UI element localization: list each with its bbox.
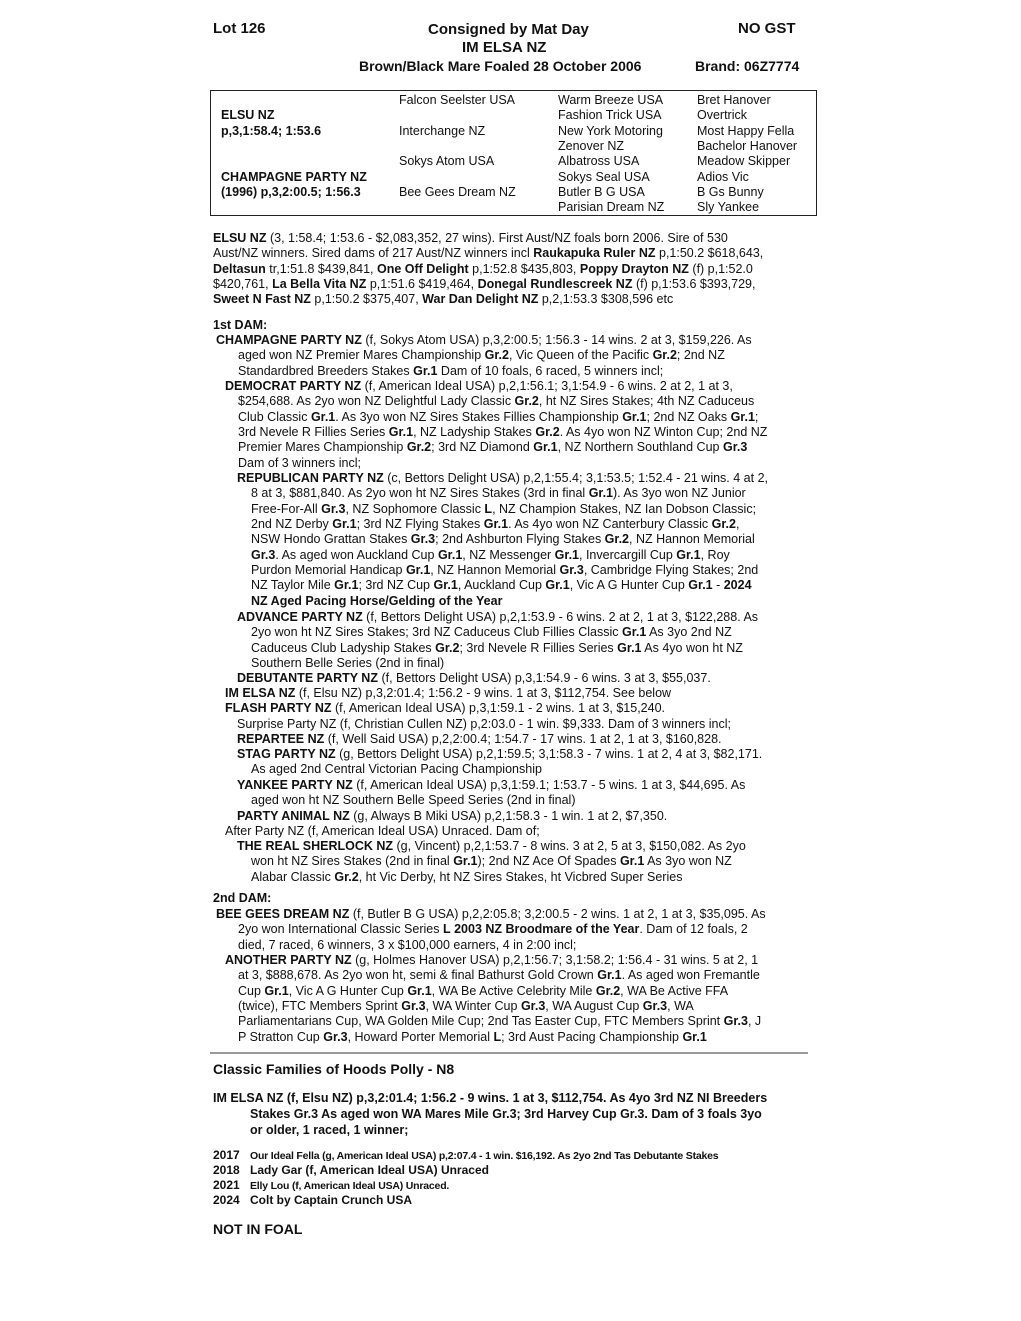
family-entry [237,809,808,824]
family-entry [237,717,808,732]
family-entry [237,732,808,747]
text-line: DEMOCRAT PARTY NZ (f, American Ideal USA) p,2,1:56.1; 3,1:54.9 - 6 wins. 2 at 2, 1 at 3, [225,379,733,393]
pedigree-cell: Most Happy Fella [697,124,795,138]
text-line: 2nd NZ Derby Gr.1; 3rd NZ Flying Stakes Gr.1. As 4yo won NZ Canterbury Classic Gr.2, [251,517,740,532]
text-line: Surprise Party NZ (f, Christian Cullen NZ) p,2:03.0 - 1 win. $9,333. Dam of 3 winners incl; [237,717,731,731]
gst-status: NO GST [738,20,796,37]
pedigree-cell: Sly Yankee [697,200,760,214]
foal-name: Colt by Captain Crunch USA [250,1193,413,1207]
text-line: Stakes Gr.3 As aged won WA Mares Mile Gr.3; 3rd Harvey Cup Gr.3. Dam of 3 foals 3yo [250,1107,762,1121]
text-line: NZ Taylor Mile Gr.1; 3rd NZ Cup Gr.1, Auckland Cup Gr.1, Vic A G Hunter Cup Gr.1 - 2024 [251,578,752,593]
dam-summary [213,1090,808,1138]
text-line: $420,761, La Bella Vita NZ p,1:51.6 $419,464, Donegal Rundlescreek NZ (f) p,1:53.6 $393,729, [213,277,756,292]
text-line: 8 at 3, $881,840. As 2yo won ht NZ Sires Stakes (3rd in final Gr.1). As 3yo won NZ Junior [251,486,746,501]
text-line: aged won ht NZ Southern Belle Speed Series (2nd in final) [251,793,576,808]
text-line: YANKEE PARTY NZ (f, American Ideal USA) p,3,1:59.1; 1:53.7 - 5 wins. 1 at 3, $44,695. As [237,778,746,792]
pedigree-cell: Bee Gees Dream NZ [399,185,516,199]
text-line: ANOTHER PARTY NZ (g, Holmes Hanover USA) p,2,1:56.7; 3,1:58.2; 1:56.4 - 31 wins. 5 at 2, 1 [225,953,759,967]
text-line: Sweet N Fast NZ p,1:50.2 $375,407, War Dan Delight NZ p,2,1:53.3 $308,596 etc [213,292,674,307]
text-line: Gr.3. As aged won Auckland Cup Gr.1, NZ Messenger Gr.1, Invercargill Cup Gr.1, Roy [251,547,730,562]
family-entry [225,701,808,716]
text-line: Purdon Memorial Handicap Gr.1, NZ Hannon Memorial Gr.3, Cambridge Flying Stakes; 2nd [251,563,759,578]
text-line: Dam of 3 winners incl; [238,455,361,470]
text-line: IM ELSA NZ (f, Elsu NZ) p,3,2:01.4; 1:56.2 - 9 wins. 1 at 3, $112,754. See below [225,686,672,700]
text-line: Aust/NZ winners. Sired dams of 217 Aust/NZ winners incl Raukapuka Ruler NZ p,1:50.2 $618,643, [213,246,764,261]
pedigree-cell: Albatross USA [558,154,640,168]
text-line: As aged 2nd Central Victorian Pacing Championship [251,762,542,777]
text-line: Southern Belle Series (2nd in final) [251,656,445,671]
text-line: DEBUTANTE PARTY NZ (f, Bettors Delight USA) p,3,1:54.9 - 6 wins. 3 at 3, $55,037. [237,671,711,685]
family-entry [216,333,808,379]
text-line: 2yo won ht NZ Sires Stakes; 3rd NZ Caduceus Club Fillies Classic Gr.1 As 3yo 2nd NZ [251,625,732,640]
text-line: P Stratton Cup Gr.3, Howard Porter Memorial L; 3rd Aust Pacing Championship Gr.1 [238,1029,707,1044]
pedigree-cell: Zenover NZ [558,139,624,153]
section-divider [210,1052,808,1054]
text-line: PARTY ANIMAL NZ (g, Always B Miki USA) p,2,1:58.3 - 1 win. 1 at 2, $7,350. [237,809,668,823]
lot-number: Lot 126 [213,20,266,37]
pedigree-cell: Meadow Skipper [697,154,791,168]
text-line: Cup Gr.1, Vic A G Hunter Cup Gr.1, WA Be Active Celebrity Mile Gr.2, WA Be Active FFA [238,983,729,998]
text-line: 2yo won International Classic Series L 2003 NZ Broodmare of the Year. Dam of 12 foals, 2 [238,922,748,937]
family-entry [225,686,808,701]
family-entry [237,778,808,809]
text-line: $254,688. As 2yo won NZ Delightful Lady Classic Gr.2, ht NZ Sires Stakes; 4th NZ Caduceus [238,394,755,409]
text-line: died, 7 raced, 6 winners, 3 x $100,000 earners, 4 in 2:00 incl; [238,937,577,952]
family-entry [225,953,808,1045]
dam-name: CHAMPAGNE PARTY NZ [221,170,367,184]
horse-name: IM ELSA NZ [462,39,547,56]
pedigree-cell: Interchange NZ [399,124,486,138]
pedigree-cell: Overtrick [697,108,747,122]
pedigree-cell: Adios Vic [697,170,749,184]
pedigree-cell: Bret Hanover [697,93,771,107]
horse-description: Brown/Black Mare Foaled 28 October 2006 [359,58,642,74]
text-line: NSW Hondo Grattan Stakes Gr.3; 2nd Ashburton Flying Stakes Gr.2, NZ Hannon Memorial [251,532,755,547]
dam-record: (1996) p,3,2:00.5; 1:56.3 [221,185,361,199]
family-entry [237,839,808,885]
text-line: Premier Mares Championship Gr.2; 3rd NZ Diamond Gr.1, NZ Northern Southland Cup Gr.3 [238,440,748,455]
text-line: aged won NZ Premier Mares Championship Gr.2, Vic Queen of the Pacific Gr.2; 2nd NZ [238,348,725,363]
sire-summary [213,231,808,308]
text-line: ELSU NZ (3, 1:58.4; 1:53.6 - $2,083,352, 27 wins). First Aust/NZ foals born 2006. Sire of 530 [213,231,728,245]
text-line: REPARTEE NZ (f, Well Said USA) p,2,2:00.4; 1:54.7 - 17 wins. 1 at 2, 1 at 3, $160,828. [237,732,722,746]
pedigree-cell: Warm Breeze USA [558,93,664,107]
text-line: (twice), FTC Members Sprint Gr.3, WA Winter Cup Gr.3, WA August Cup Gr.3, WA [238,999,694,1014]
foal-name: Elly Lou (f, American Ideal USA) Unraced. [250,1180,450,1192]
text-line: Standardbred Breeders Stakes Gr.1 Dam of 10 foals, 6 raced, 5 winners incl; [238,363,664,378]
pedigree-cell: Sokys Seal USA [558,170,650,184]
text-line: FLASH PARTY NZ (f, American Ideal USA) p,3,1:59.1 - 2 wins. 1 at 3, $15,240. [225,701,665,715]
pedigree-cell: Fashion Trick USA [558,108,662,122]
text-line: Alabar Classic Gr.2, ht Vic Derby, ht NZ Sires Stakes, ht Vicbred Super Series [251,869,683,884]
pedigree-cell: B Gs Bunny [697,185,764,199]
first-dam-label: 1st DAM: [213,318,268,332]
text-line: NZ Aged Pacing Horse/Gelding of the Year [251,593,503,608]
pedigree-cell: Sokys Atom USA [399,154,495,168]
foal-row [213,1148,718,1162]
pedigree-cell: New York Motoring [558,124,663,138]
pedigree-cell: Falcon Seelster USA [399,93,516,107]
family-entry [237,747,808,778]
family-entry [237,610,808,671]
sire-record: p,3,1:58.4; 1:53.6 [221,124,322,138]
foal-year: 2021 [213,1178,240,1192]
brand: Brand: 06Z7774 [695,58,800,74]
consignor: Consigned by Mat Day [428,21,589,38]
text-line: IM ELSA NZ (f, Elsu NZ) p,3,2:01.4; 1:56.2 - 9 wins. 1 at 3, $112,754. As 4yo 3rd NZ NI Breeders [213,1091,768,1105]
family-entry [216,907,808,953]
pedigree-cell: Bachelor Hanover [697,139,798,153]
text-line: Free-For-All Gr.3, NZ Sophomore Classic L, NZ Champion Stakes, NZ Ian Dobson Classic; [251,501,757,516]
foal-name: Our Ideal Fella (g, American Ideal USA) p,2:07.4 - 1 win. $16,192. As 2yo 2nd Tas Debutante Stakes [250,1150,719,1162]
family-entry [225,824,808,839]
text-line: 3rd Nevele R Fillies Series Gr.1, NZ Ladyship Stakes Gr.2. As 4yo won NZ Winton Cup; 2nd NZ [238,425,768,440]
second-dam-label: 2nd DAM: [213,891,272,905]
text-line: REPUBLICAN PARTY NZ (c, Bettors Delight USA) p,2,1:55.4; 3,1:53.5; 1:52.4 - 21 wins. 4 at 2, [237,471,769,485]
foal-year: 2018 [213,1163,240,1177]
text-line: ADVANCE PARTY NZ (f, Bettors Delight USA) p,2,1:53.9 - 6 wins. 2 at 2, 1 at 3, $122,288. As [237,610,759,624]
foal-name: Lady Gar (f, American Ideal USA) Unraced [250,1163,489,1177]
text-line: or older, 1 raced, 1 winner; [250,1123,409,1137]
text-line: Club Classic Gr.1. As 3yo won NZ Sires Stakes Fillies Championship Gr.1; 2nd NZ Oaks Gr.1; [238,409,759,424]
text-line: CHAMPAGNE PARTY NZ (f, Sokys Atom USA) p,3,2:00.5; 1:56.3 - 14 wins. 2 at 3, $159,226. As [216,333,752,347]
pedigree-table [210,90,817,216]
text-line: at 3, $888,678. As 2yo won ht, semi & final Bathurst Gold Crown Gr.1. As aged won Fremantle [238,968,760,983]
text-line: STAG PARTY NZ (g, Bettors Delight USA) p,2,1:59.5; 3,1:58.3 - 7 wins. 1 at 2, 4 at 3, $82,171. [237,747,763,761]
sire-name: ELSU NZ [221,108,275,122]
pedigree-cell: Parisian Dream NZ [558,200,665,214]
family-entry [237,671,808,686]
text-line: THE REAL SHERLOCK NZ (g, Vincent) p,2,1:53.7 - 8 wins. 3 at 2, 5 at 3, $150,082. As 2yo [237,839,746,853]
text-line: Caduceus Club Ladyship Stakes Gr.2; 3rd Nevele R Fillies Series Gr.1 As 4yo won ht NZ [251,640,743,655]
foal-row [213,1193,412,1207]
text-line: BEE GEES DREAM NZ (f, Butler B G USA) p,2,2:05.8; 3,2:00.5 - 2 wins. 1 at 2, 1 at 3, $35,095. As [216,907,766,921]
family-entry [225,379,808,471]
pedigree-cell: Butler B G USA [558,185,645,199]
foal-year: 2024 [213,1193,240,1207]
text-line: Deltasun tr,1:51.8 $439,841, One Off Delight p,1:52.8 $435,803, Poppy Drayton NZ (f) p,1:52.0 [213,261,753,276]
family-entry [237,471,808,609]
family-title: Classic Families of Hoods Polly - N8 [213,1061,455,1077]
foal-row [213,1178,449,1192]
text-line: Parliamentarians Cup, WA Golden Mile Cup; 2nd Tas Easter Cup, FTC Members Sprint Gr.3, J [238,1014,762,1029]
foal-row [213,1163,489,1177]
foal-year: 2017 [213,1148,240,1162]
text-line: won ht NZ Sires Stakes (2nd in final Gr.1); 2nd NZ Ace Of Spades Gr.1 As 3yo won NZ [251,854,732,869]
text-line: After Party NZ (f, American Ideal USA) Unraced. Dam of; [225,824,540,838]
foal-status: NOT IN FOAL [213,1221,303,1237]
